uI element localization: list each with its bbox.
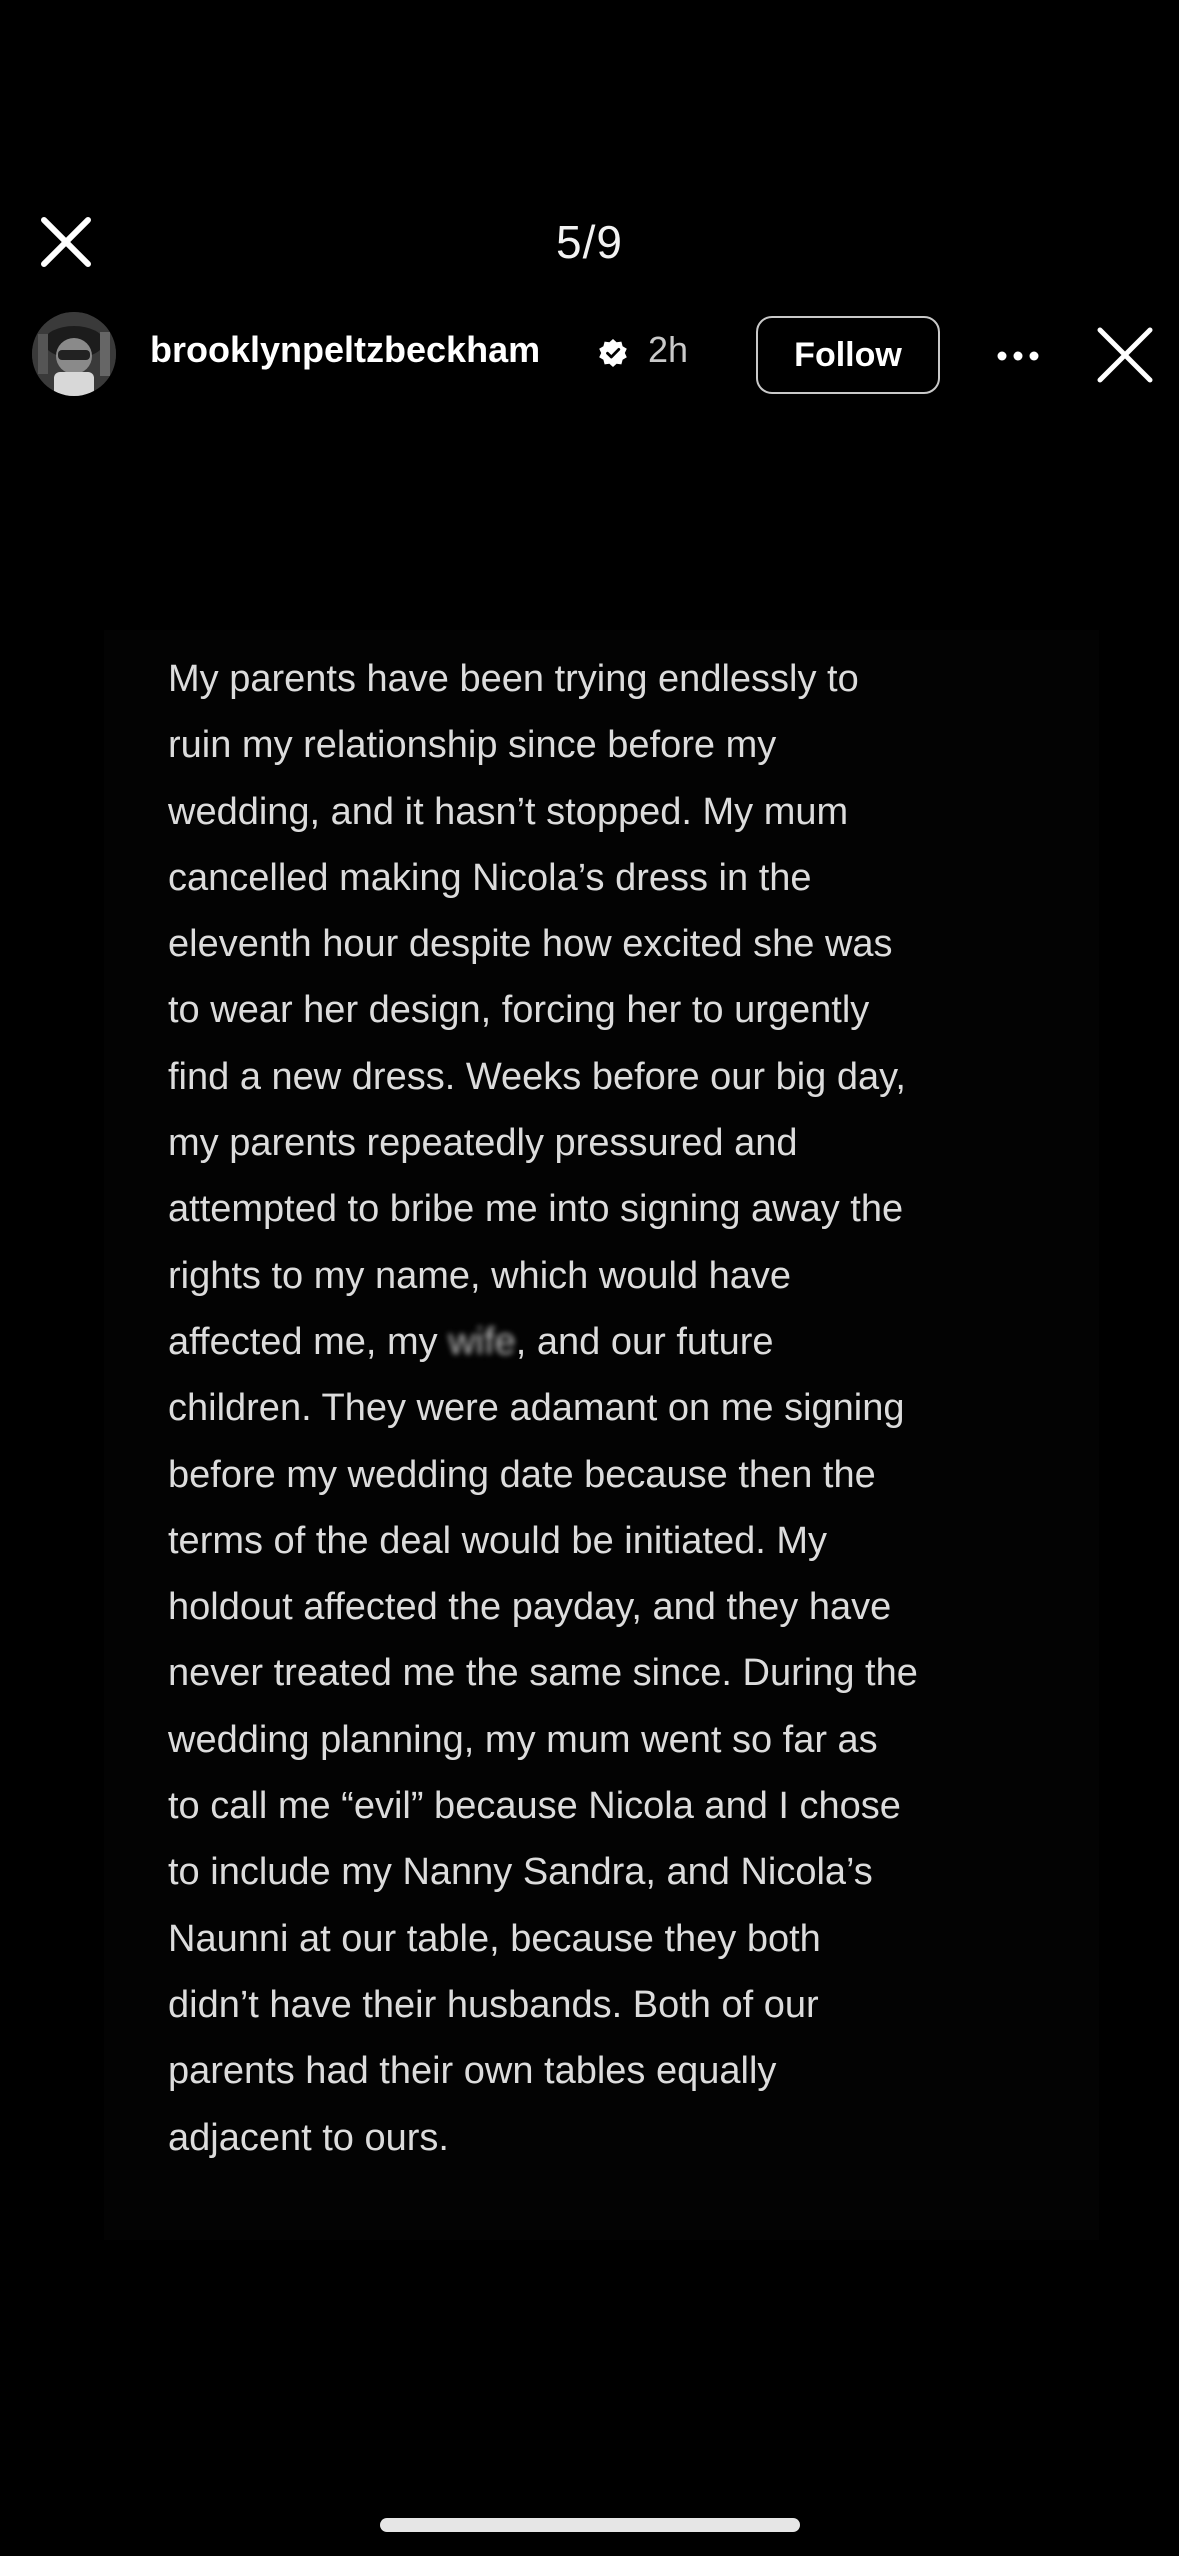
- story-counter: 5/9: [556, 216, 623, 268]
- home-indicator[interactable]: [380, 2518, 800, 2532]
- blurred-word: wife: [448, 1320, 516, 1363]
- story-text-part-2: , and our future children. They were adamant on me signing before my wedding date because then the terms of the deal would be initiated. My holdout affected the payday, and they have never treated me the same since. During the wedding planning, my mum went so far as to call me “evil” because Nicola and I chose to include my Nanny Sandra, and Nicola’s Naunni at our table, because they both didn’t have their husbands. Both of our parents had their own tables equally adjacent to ours.: [168, 1320, 918, 2159]
- story-text: [168, 646, 1068, 2171]
- story-header: [0, 306, 1179, 396]
- avatar[interactable]: [32, 312, 116, 396]
- verified-badge-icon: [598, 338, 628, 368]
- follow-button[interactable]: Follow: [756, 316, 940, 394]
- close-icon[interactable]: [1094, 324, 1156, 386]
- story-text-card: [104, 630, 1099, 2240]
- story-text-part-1: My parents have been trying endlessly to ruin my relationship since before my wedding, and it hasn’t stopped. My mum cancelled making Nicola’s dress in the eleventh hour despite how excited she was to wear her design, forcing her to urgently find a new dress. Weeks before our big day, my parents repeatedly pressured and attempted to bribe me into signing away the rights to my name, which would have affected me, my: [168, 658, 906, 1363]
- post-time: 2h: [648, 329, 689, 370]
- username[interactable]: brooklynpeltzbeckham: [150, 329, 541, 370]
- avatar-image: [32, 312, 116, 396]
- more-options-icon[interactable]: [994, 332, 1042, 380]
